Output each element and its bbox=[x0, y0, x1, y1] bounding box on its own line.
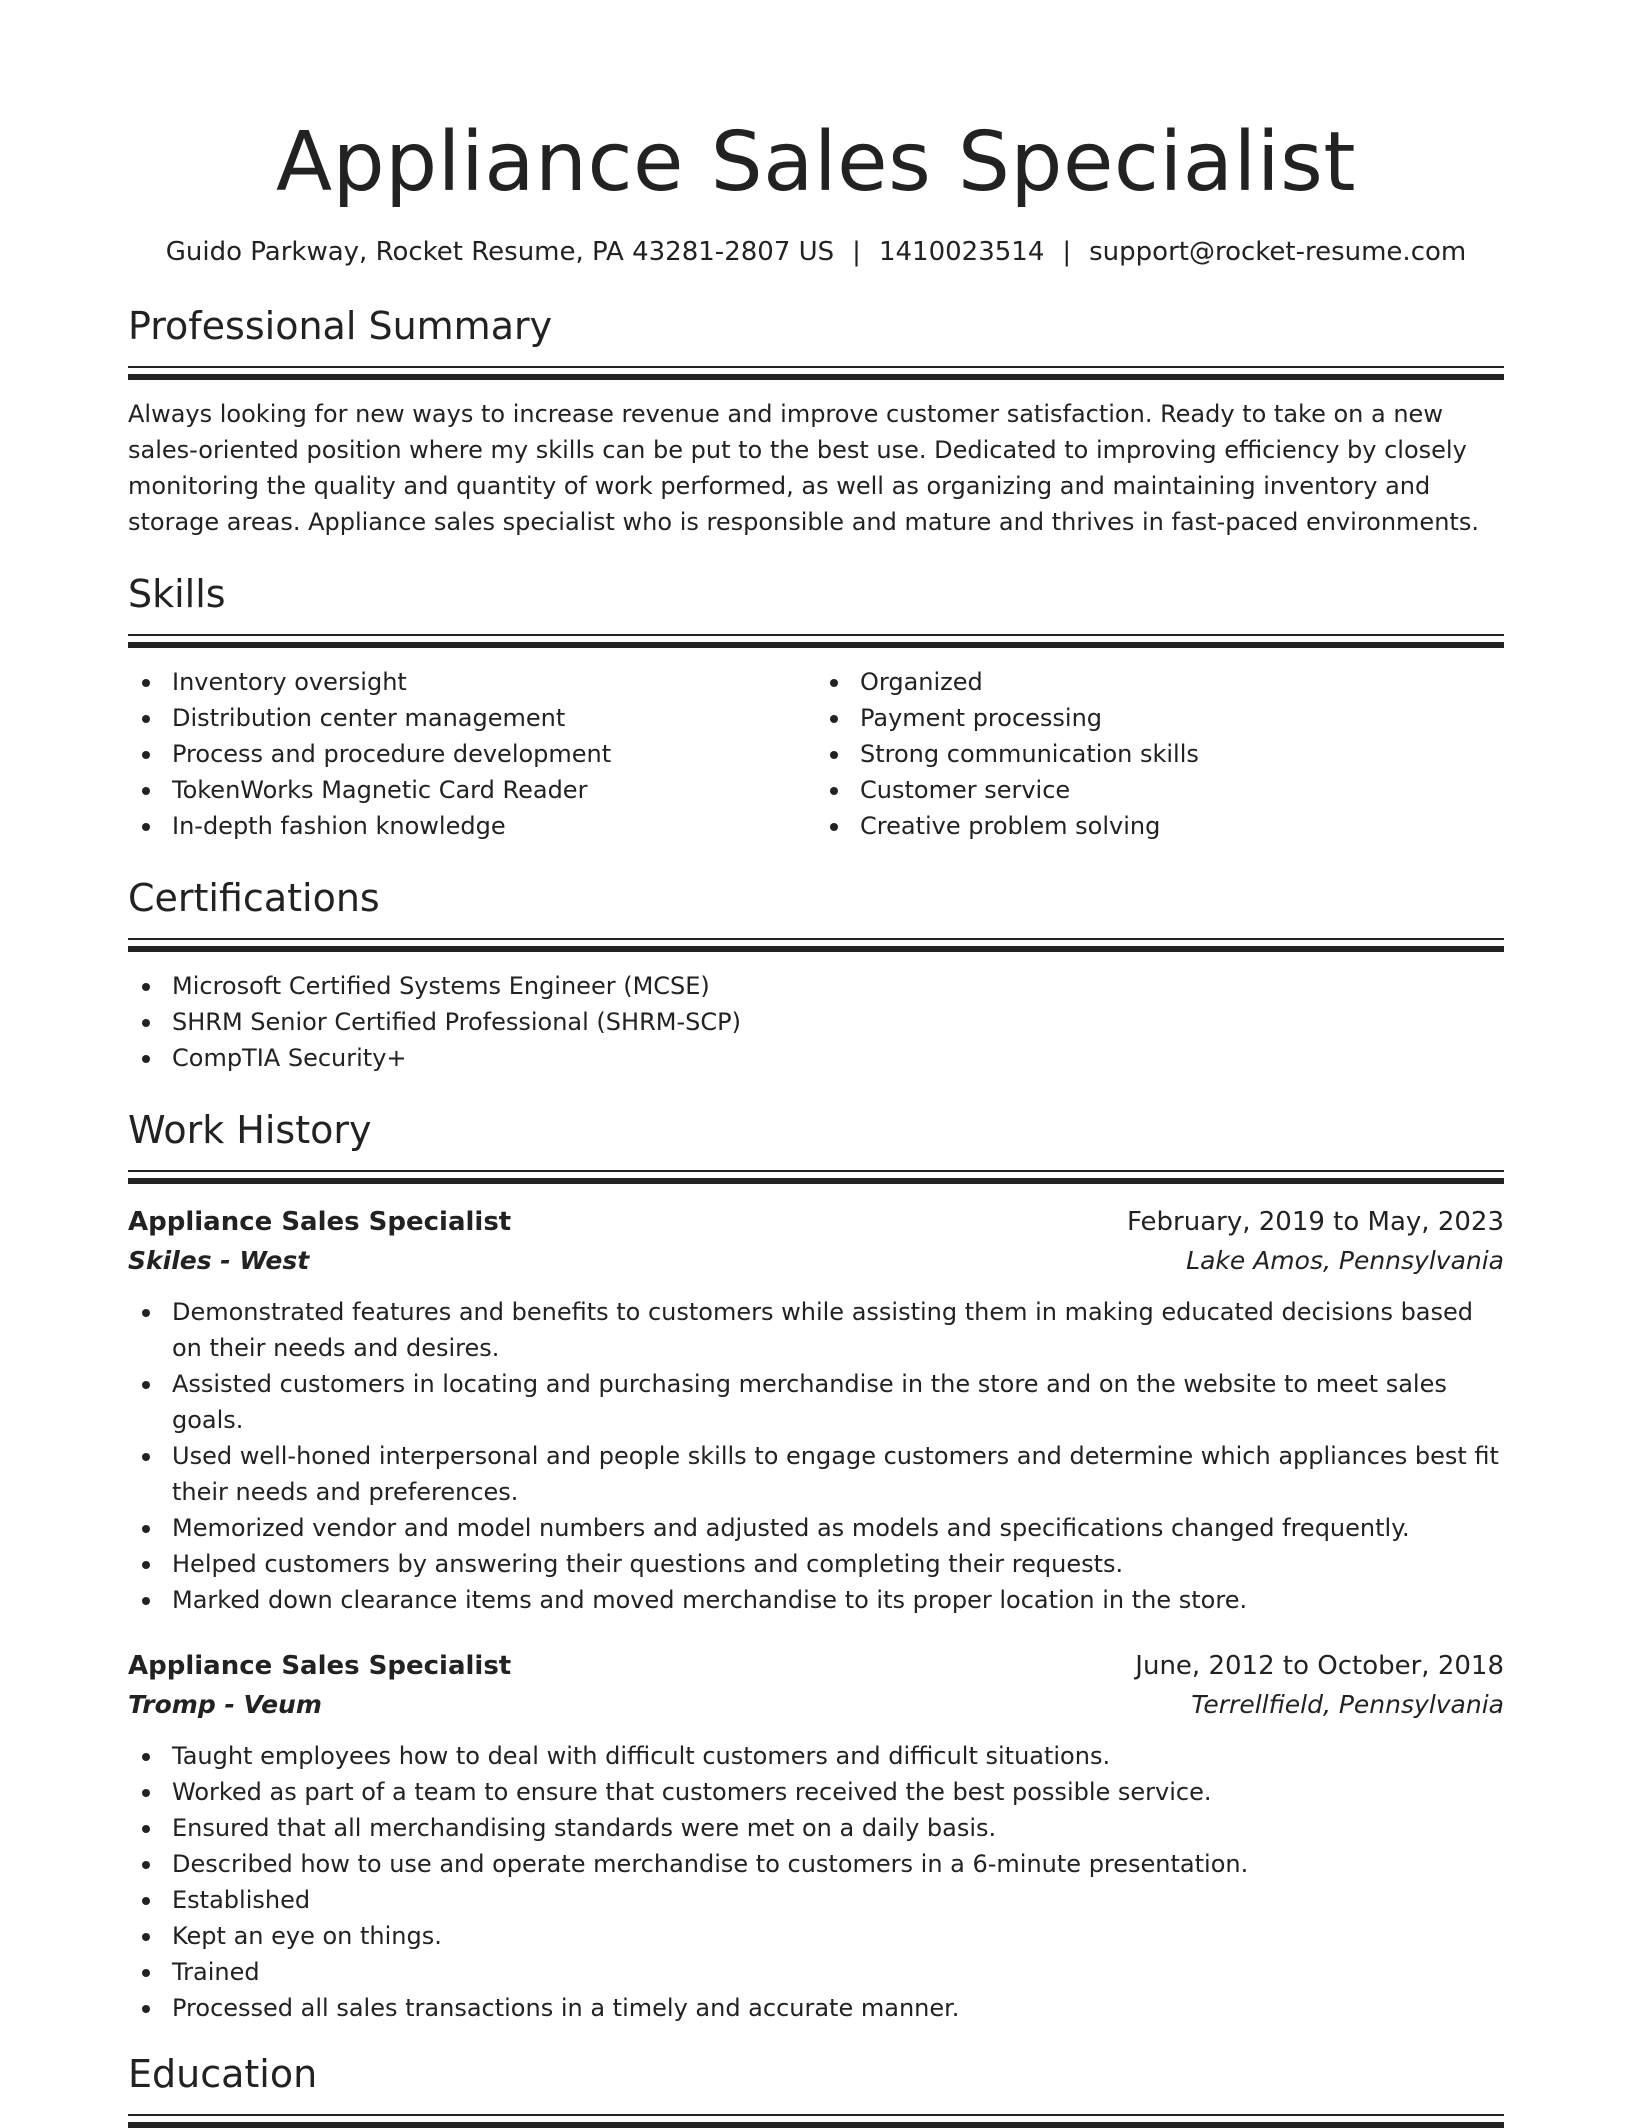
job-entry bbox=[128, 1202, 1504, 1618]
section-title-certifications: Certifications bbox=[128, 876, 380, 921]
contact-address: Guido Parkway, Rocket Resume, PA 43281-2807 US bbox=[165, 237, 835, 268]
skill-item: Payment processing bbox=[816, 700, 1504, 736]
job-bullet: Kept an eye on things. bbox=[128, 1918, 1504, 1954]
job-bullet: Helped customers by answering their questions and completing their requests. bbox=[128, 1546, 1504, 1582]
job-bullet: Established bbox=[128, 1882, 1504, 1918]
work-history-section bbox=[128, 1106, 1504, 2026]
job-location: Lake Amos, Pennsylvania bbox=[1186, 1246, 1504, 1276]
contact-separator: | bbox=[852, 237, 861, 268]
skills-section bbox=[128, 570, 1504, 844]
skill-item: Strong communication skills bbox=[816, 736, 1504, 772]
section-title-skills: Skills bbox=[128, 572, 226, 617]
education-section bbox=[128, 2050, 1504, 2128]
job-bullet: Worked as part of a team to ensure that customers received the best possible service. bbox=[128, 1774, 1504, 1810]
summary-text: Always looking for new ways to increase revenue and improve customer satisfaction. Ready to take on a new sales-oriented position where my skills can be put to the best use. Dedicated to improving efficiency by closely monitoring the quality and quantity of work performed, as well as organizing and maintaining inventory and storage areas. Appliance sales specialist who is responsible and mature and thrives in fast-paced environments. bbox=[128, 400, 1479, 537]
section-divider bbox=[128, 366, 1504, 380]
skills-grid bbox=[128, 648, 1504, 844]
contact-phone: 1410023514 bbox=[878, 237, 1045, 268]
job-bullets bbox=[128, 1738, 1504, 2026]
job-bullets bbox=[128, 1294, 1504, 1618]
job-bullet: Used well-honed interpersonal and people skills to engage customers and determine which appliances best fit their needs and preferences. bbox=[128, 1438, 1504, 1510]
skill-item: Inventory oversight bbox=[128, 664, 816, 700]
job-bullet: Taught employees how to deal with difficult customers and difficult situations. bbox=[128, 1738, 1504, 1774]
job-company: Skiles - West bbox=[128, 1246, 310, 1276]
contact-email: support@rocket-resume.com bbox=[1089, 237, 1467, 268]
job-bullet: Marked down clearance items and moved merchandise to its proper location in the store. bbox=[128, 1582, 1504, 1618]
resume-name: Appliance Sales Specialist bbox=[275, 115, 1356, 210]
job-title: Appliance Sales Specialist bbox=[128, 1207, 512, 1238]
certifications-list bbox=[128, 968, 1504, 1076]
section-divider bbox=[128, 1170, 1504, 1184]
job-bullet: Trained bbox=[128, 1954, 1504, 1990]
contact-line bbox=[128, 234, 1504, 270]
skill-item: Process and procedure development bbox=[128, 736, 816, 772]
job-bullet: Memorized vendor and model numbers and adjusted as models and specifications changed frequently. bbox=[128, 1510, 1504, 1546]
section-title-education: Education bbox=[128, 2052, 318, 2097]
job-bullet: Processed all sales transactions in a timely and accurate manner. bbox=[128, 1990, 1504, 2026]
certification-item: SHRM Senior Certified Professional (SHRM-SCP) bbox=[128, 1004, 1504, 1040]
skill-item: Creative problem solving bbox=[816, 808, 1504, 844]
contact-separator: | bbox=[1062, 237, 1072, 268]
skill-item: TokenWorks Magnetic Card Reader bbox=[128, 772, 816, 808]
job-bullet: Ensured that all merchandising standards were met on a daily basis. bbox=[128, 1810, 1504, 1846]
job-dates: February, 2019 to May, 2023 bbox=[1127, 1207, 1504, 1238]
certification-item: CompTIA Security+ bbox=[128, 1040, 1504, 1076]
job-bullet: Demonstrated features and benefits to customers while assisting them in making educated decisions based on their needs and desires. bbox=[128, 1294, 1504, 1366]
certifications-section bbox=[128, 874, 1504, 1076]
job-company: Tromp - Veum bbox=[128, 1690, 322, 1720]
section-divider bbox=[128, 634, 1504, 648]
skill-item: Distribution center management bbox=[128, 700, 816, 736]
job-bullet: Described how to use and operate merchandise to customers in a 6-minute presentation. bbox=[128, 1846, 1504, 1882]
summary-section bbox=[128, 302, 1504, 540]
job-title: Appliance Sales Specialist bbox=[128, 1651, 512, 1682]
job-bullet: Assisted customers in locating and purchasing merchandise in the store and on the website to meet sales goals. bbox=[128, 1366, 1504, 1438]
section-divider bbox=[128, 938, 1504, 952]
section-title-work-history: Work History bbox=[128, 1108, 372, 1153]
certification-item: Microsoft Certified Systems Engineer (MCSE) bbox=[128, 968, 1504, 1004]
skill-item: In-depth fashion knowledge bbox=[128, 808, 816, 844]
section-divider bbox=[128, 2114, 1504, 2128]
skill-item: Customer service bbox=[816, 772, 1504, 808]
job-dates: June, 2012 to October, 2018 bbox=[1135, 1651, 1504, 1682]
skills-list-right bbox=[816, 664, 1504, 844]
job-location: Terrellfield, Pennsylvania bbox=[1191, 1690, 1504, 1720]
section-title-summary: Professional Summary bbox=[128, 304, 553, 349]
job-entry bbox=[128, 1646, 1504, 2026]
skill-item: Organized bbox=[816, 664, 1504, 700]
skills-list-left bbox=[128, 664, 816, 844]
